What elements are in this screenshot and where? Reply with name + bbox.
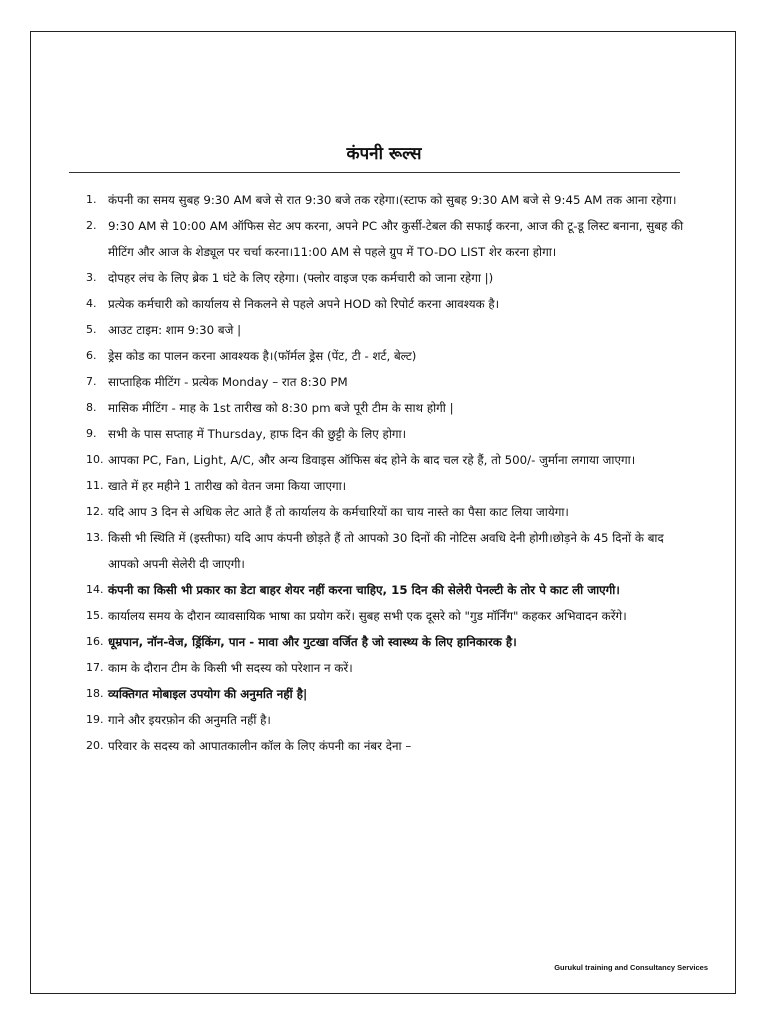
- rule-item: [86, 655, 686, 681]
- rule-item: [86, 629, 686, 655]
- rule-text: कार्यालय समय के दौरान व्यावसायिक भाषा का प्रयोग करें। सुबह सभी एक दूसरे को "गुड मॉर्निंग" कहकर अभिवादन करेंगे।: [108, 609, 627, 623]
- rule-text: काम के दौरान टीम के किसी भी सदस्य को परेशान न करें।: [108, 661, 353, 675]
- rule-text: गाने और इयरफ़ोन की अनुमति नहीं है।: [108, 713, 271, 727]
- rule-text: व्यक्तिगत मोबाइल उपयोग की अनुमति नहीं है|: [108, 687, 308, 701]
- rule-text: कंपनी का समय सुबह 9:30 AM बजे से रात 9:30 बजे तक रहेगा।(स्टाफ को सुबह 9:30 AM बजे से 9:45 AM तक आना रहेगा।: [108, 193, 677, 207]
- rule-text: यदि आप 3 दिन से अधिक लेट आते हैं तो कार्यालय के कर्मचारियों का चाय नास्ते का पैसा काट लिया जायेगा।: [108, 505, 569, 519]
- rule-number: 10.: [86, 453, 104, 466]
- rule-text: मासिक मीटिंग - माह के 1st तारीख को 8:30 pm बजे पूरी टीम के साथ होगी |: [108, 401, 454, 415]
- rule-item: [86, 395, 686, 421]
- rule-item: [86, 499, 686, 525]
- rule-item: [86, 525, 686, 577]
- rule-text: प्रत्येक कर्मचारी को कार्यालय से निकलने से पहले अपने HOD को रिपोर्ट करना आवश्यक है।: [108, 297, 500, 311]
- rule-item: [86, 473, 686, 499]
- rule-text: धूम्रपान, नॉन-वेज, ड्रिंकिंग, पान - मावा और गुटखा वर्जित है जो स्वास्थ्य के लिए हानिकारक है।: [108, 635, 517, 649]
- rule-text: सभी के पास सप्ताह में Thursday, हाफ दिन की छुट्टी के लिए होगा।: [108, 427, 407, 441]
- rule-item: [86, 343, 686, 369]
- rule-number: 8.: [86, 401, 97, 414]
- rule-text: परिवार के सदस्य को आपातकालीन कॉल के लिए कंपनी का नंबर देना –: [108, 739, 412, 753]
- rule-item: [86, 733, 686, 759]
- rule-number: 13.: [86, 531, 104, 544]
- rule-number: 4.: [86, 297, 97, 310]
- rule-text: साप्ताहिक मीटिंग - प्रत्येक Monday – रात 8:30 PM: [108, 375, 348, 389]
- rule-text: दोपहर लंच के लिए ब्रेक 1 घंटे के लिए रहेगा। (फ्लोर वाइज एक कर्मचारी को जाना रहेगा |): [108, 271, 494, 285]
- rule-text: किसी भी स्थिति में (इस्तीफा) यदि आप कंपनी छोड़ते हैं तो आपको 30 दिनों की नोटिस अवधि देनी होगी।छोड़ने के 45 दिनों के बाद आपको अपनी सेलेरी दी जाएगी।: [108, 531, 664, 571]
- title-underline: [69, 172, 680, 173]
- rule-text: आपका PC, Fan, Light, A/C, और अन्य डिवाइस ऑफिस बंद होने के बाद चल रहे हैं, तो 500/- जुर्माना लगाया जाएगा।: [108, 453, 636, 467]
- rule-number: 16.: [86, 635, 104, 648]
- rule-item: [86, 707, 686, 733]
- footer-company-name: Gurukul training and Consultancy Services: [554, 963, 708, 972]
- rule-item: [86, 681, 686, 707]
- rule-text: 9:30 AM से 10:00 AM ऑफिस सेट अप करना, अपने PC और कुर्सी-टेबल की सफाई करना, आज की टू-डू लिस्ट बनाना, सुबह की मीटिंग और आज के शेड्यूल पर चर्चा करना।11:00 AM से पहले ग्रुप में TO-DO LIST शेर करना होगा।: [108, 219, 684, 259]
- rule-text: ड्रेस कोड का पालन करना आवश्यक है।(फॉर्मल ड्रेस (पेंट, टी - शर्ट, बेल्ट): [108, 349, 417, 363]
- rule-number: 7.: [86, 375, 97, 388]
- rule-item: [86, 265, 686, 291]
- rule-item: [86, 447, 686, 473]
- rule-item: [86, 369, 686, 395]
- rule-number: 3.: [86, 271, 97, 284]
- rule-item: [86, 291, 686, 317]
- rule-number: 2.: [86, 219, 97, 232]
- rule-number: 14.: [86, 583, 104, 596]
- rule-item: [86, 213, 686, 265]
- rule-item: [86, 603, 686, 629]
- rule-number: 5.: [86, 323, 97, 336]
- rule-number: 9.: [86, 427, 97, 440]
- rule-text: कंपनी का किसी भी प्रकार का डेटा बाहर शेयर नहीं करना चाहिए, 15 दिन की सेलेरी पेनल्टी के तोर पे काट ली जाएगी।: [108, 583, 620, 597]
- rule-number: 19.: [86, 713, 104, 726]
- rule-text: खाते में हर महीने 1 तारीख को वेतन जमा किया जाएगा।: [108, 479, 347, 493]
- rule-number: 11.: [86, 479, 104, 492]
- rule-number: 6.: [86, 349, 97, 362]
- rule-item: [86, 577, 686, 603]
- rule-number: 18.: [86, 687, 104, 700]
- rules-list: [86, 187, 686, 759]
- rule-item: [86, 421, 686, 447]
- page-title: कंपनी रूल्स: [346, 144, 422, 164]
- rule-number: 15.: [86, 609, 104, 622]
- rule-number: 12.: [86, 505, 104, 518]
- rule-text: आउट टाइम: शाम 9:30 बजे |: [108, 323, 242, 337]
- rule-item: [86, 187, 686, 213]
- rule-number: 1.: [86, 193, 97, 206]
- rule-number: 20.: [86, 739, 104, 752]
- rule-item: [86, 317, 686, 343]
- rule-number: 17.: [86, 661, 104, 674]
